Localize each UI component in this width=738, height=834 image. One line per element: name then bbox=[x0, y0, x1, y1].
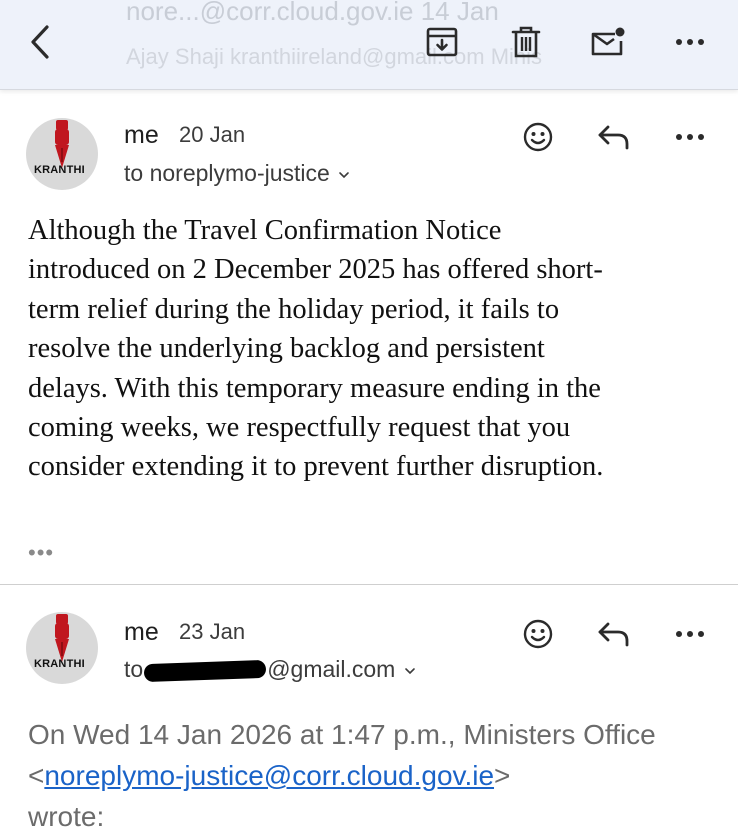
avatar[interactable] bbox=[26, 118, 98, 190]
delete-button[interactable] bbox=[504, 20, 548, 64]
avatar[interactable] bbox=[26, 612, 98, 684]
trash-icon bbox=[510, 25, 542, 59]
more-horizontal-icon bbox=[675, 629, 705, 639]
scrolled-previous-sender: nore...@corr.cloud.gov.ie 14 Jan bbox=[126, 0, 499, 26]
message-body bbox=[28, 211, 718, 487]
body-line: consider extending it to prevent further disruption. bbox=[28, 451, 604, 483]
reply-icon bbox=[596, 619, 632, 649]
body-line: term relief during the holiday period, it fails to bbox=[28, 293, 560, 325]
archive-icon bbox=[425, 25, 459, 59]
avatar-brand-text: KRANTHI bbox=[34, 658, 85, 670]
message-date: 20 Jan bbox=[179, 122, 246, 147]
recipient-line[interactable] bbox=[124, 656, 416, 683]
quote-intro: On Wed 14 Jan 2026 at 1:47 p.m., Ministers Office < bbox=[28, 719, 656, 791]
top-toolbar bbox=[0, 0, 738, 90]
body-line: Although the Travel Confirmation Notice bbox=[28, 215, 502, 246]
emoji-react-icon bbox=[522, 121, 554, 153]
body-line: delays. With this temporary measure ending in the bbox=[28, 372, 601, 404]
fist-pen-logo bbox=[26, 612, 98, 684]
message-more-button[interactable] bbox=[668, 612, 712, 656]
more-horizontal-icon bbox=[675, 37, 705, 47]
avatar-brand-text: KRANTHI bbox=[34, 164, 85, 176]
mark-unread-button[interactable] bbox=[586, 20, 630, 64]
reply-icon bbox=[596, 122, 632, 152]
message-date: 23 Jan bbox=[179, 619, 246, 644]
to-prefix: to bbox=[124, 656, 144, 682]
emoji-react-button[interactable] bbox=[516, 612, 560, 656]
more-horizontal-icon bbox=[675, 132, 705, 142]
reply-button[interactable] bbox=[592, 115, 636, 159]
to-prefix: to bbox=[124, 160, 144, 186]
chevron-down-icon bbox=[404, 666, 416, 676]
recipient-name: noreplymo-justice bbox=[149, 160, 330, 186]
mark-unread-icon bbox=[589, 25, 627, 59]
scrolled-previous-recipient: Ajay Shaji kranthiireland@gmail.com Minis bbox=[126, 44, 543, 69]
show-trimmed-content-button[interactable]: ••• bbox=[28, 540, 55, 565]
fist-pen-logo bbox=[26, 118, 98, 190]
quote-email-link[interactable]: noreplymo-justice@corr.cloud.gov.ie bbox=[44, 760, 495, 791]
emoji-react-icon bbox=[522, 618, 554, 650]
quote-wrote: wrote: bbox=[28, 801, 105, 832]
emoji-react-button[interactable] bbox=[516, 115, 560, 159]
quoted-header bbox=[28, 714, 718, 834]
message-more-button[interactable] bbox=[668, 115, 712, 159]
toolbar-more-button[interactable] bbox=[668, 20, 712, 64]
back-button[interactable] bbox=[20, 20, 60, 64]
reply-button[interactable] bbox=[592, 612, 636, 656]
recipient-line[interactable] bbox=[124, 160, 350, 187]
redacted-recipient bbox=[144, 660, 267, 682]
quote-tail: > bbox=[494, 760, 511, 791]
archive-button[interactable] bbox=[420, 20, 464, 64]
sender-name: me bbox=[124, 121, 159, 149]
recipient-domain: @gmail.com bbox=[267, 656, 396, 682]
message-divider bbox=[0, 584, 738, 585]
back-arrow-icon bbox=[26, 22, 54, 62]
body-line: resolve the underlying backlog and persistent bbox=[28, 333, 545, 365]
body-line: introduced on 2 December 2025 has offered short- bbox=[28, 254, 603, 286]
chevron-down-icon bbox=[338, 170, 350, 180]
sender-name: me bbox=[124, 618, 159, 646]
body-line: coming weeks, we respectfully request that you bbox=[28, 412, 571, 444]
